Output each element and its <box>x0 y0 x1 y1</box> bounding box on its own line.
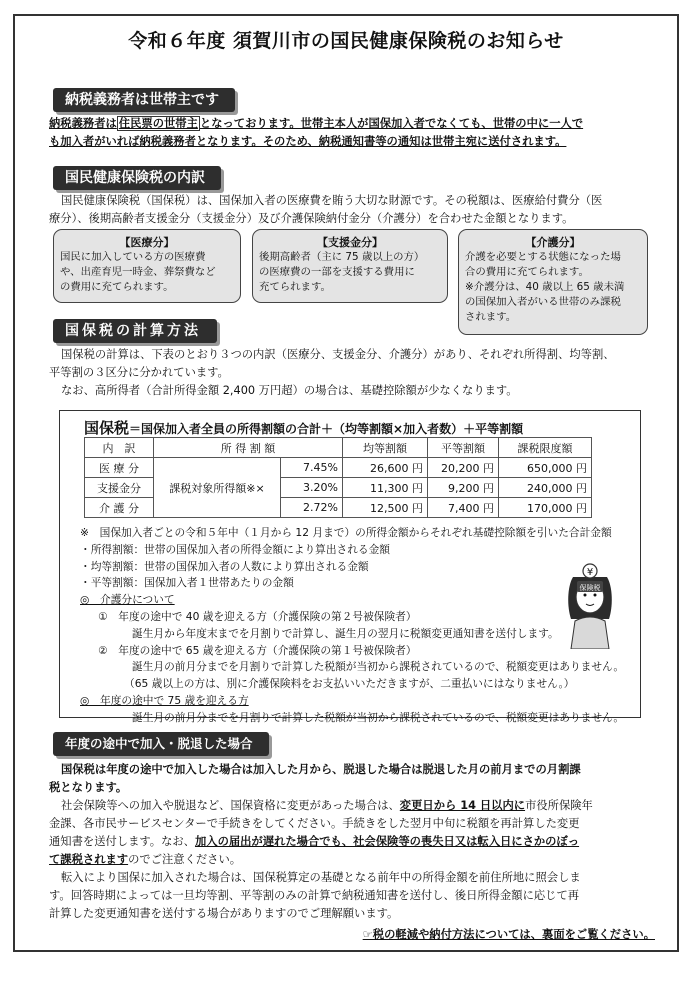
medical-box-line: や、出産育児一時金、葬祭費など <box>60 266 216 278</box>
income-rate: 2.72% <box>281 498 343 518</box>
care-item-detail: （65 歳以上の方は、別に介護保険料をお支払いいただきますが、二重払いにはなりません。） <box>124 677 575 691</box>
care-box-line: 合の費用に充てられます。 <box>465 266 589 278</box>
income-basis-label: 課税対象所得額※× <box>154 458 281 518</box>
tax-formula <box>84 417 523 438</box>
care-item: ① 年度の途中で 40 歳を迎える方（介護保険の第２号被保険者） <box>98 609 417 623</box>
midyear-text: のでご注意ください。 <box>128 853 242 866</box>
midyear-paragraph <box>49 761 661 923</box>
flat-amount: 9,200 円 <box>428 478 499 498</box>
care-portion-box <box>458 229 648 335</box>
midyear-line: 計算した変更通知書を送付する場合がありますのでご理解願います。 <box>49 907 399 920</box>
midyear-text: 市役所保険年 <box>525 799 593 812</box>
income-rate: 7.45% <box>281 458 343 478</box>
section-heading-taxpayer: 納税義務者は世帯主です <box>53 88 235 112</box>
calculation-line-1: 国保税の計算は、下表のとおり３つの内訳（医療分、支援金分、介護分）があり、それぞれ所得割、均等割、 <box>61 348 615 361</box>
midyear-line: 転入により国保に加入された場合は、国保税算定の基礎となる前年中の所得金額を前住所地に照会しま <box>61 871 581 884</box>
midyear-line <box>49 833 661 851</box>
midyear-line <box>49 797 661 815</box>
support-box-line: 充てられます。 <box>259 281 331 293</box>
flat-amount: 20,200 円 <box>428 458 499 478</box>
limit-amount: 170,000 円 <box>499 498 592 518</box>
midyear-line <box>49 851 661 869</box>
mascot-label: 保険税 <box>579 584 601 592</box>
flat-amount: 7,400 円 <box>428 498 499 518</box>
mascot-eye <box>594 594 597 597</box>
midyear-line: 金課、各市民サービスセンターで手続きをしてください。手続きをした翌月中旬に税額を再計算した変更 <box>49 817 580 830</box>
per-capita-amount: 26,600 円 <box>343 458 428 478</box>
care-box-line: されます。 <box>465 311 517 323</box>
per-capita-amount: 11,300 円 <box>343 478 428 498</box>
limit-amount: 240,000 円 <box>499 478 592 498</box>
row-name: 医 療 分 <box>85 458 154 478</box>
per-capita-amount: 12,500 円 <box>343 498 428 518</box>
note-line: ・平等割額：国保加入者１世帯あたりの金額 <box>80 576 294 590</box>
mascot-body <box>571 617 609 649</box>
care-box-line: 介護を必要とする状態になった場 <box>465 251 621 263</box>
taxpayer-text-c: となっております。世帯主本人が国保加入者でなくても、世帯の中に一人で <box>199 117 584 130</box>
table-header: 均等割額 <box>343 438 428 458</box>
see-back-notice: ☞税の軽減や納付方法については、裏面をご覧ください。 <box>362 928 655 941</box>
care-item-detail: 誕生月の前月分までを月割りで計算した税額が当初から課税されているので、税額変更はありません。 <box>132 660 625 674</box>
notes-block <box>80 525 624 727</box>
table-header: 内 訳 <box>85 438 154 458</box>
midyear-line: す。回答時期によっては一旦均等割、平等割のみの計算で納税通知書を送付し、後日所得金額に応じて再 <box>49 889 580 902</box>
row-name: 介 護 分 <box>85 498 154 518</box>
medical-portion-box <box>53 229 241 303</box>
breakdown-paragraph <box>49 192 661 228</box>
care-box-title: 【介護分】 <box>525 236 581 249</box>
medical-box-line: の費用に充てられます。 <box>60 281 174 293</box>
late-notice-highlight: て課税されます <box>49 853 129 866</box>
calculation-line-2: 平等割の３区分に分かれています。 <box>49 366 229 379</box>
table-header-row <box>85 438 592 458</box>
care-item: ② 年度の途中で 65 歳を迎える方（介護保険の第１号被保険者） <box>98 643 417 657</box>
late-notice-highlight: 加入の届出が遅れた場合でも、社会保険等の喪失日又は転入日にさかのぼっ <box>194 835 580 848</box>
medical-box-title: 【医療分】 <box>119 236 175 249</box>
formula-text: ＝国保加入者全員の所得割額の合計＋（均等割額×加入者数）＋平等割額 <box>129 422 524 436</box>
tax-rate-table <box>84 437 592 518</box>
deadline-highlight: 変更日から 14 日以内に <box>399 799 526 812</box>
mascot-illustration <box>555 563 625 649</box>
notice-page <box>13 14 679 952</box>
mascot-eye <box>584 594 587 597</box>
taxpayer-paragraph <box>49 115 659 151</box>
section-heading-midyear: 年度の途中で加入・脱退した場合 <box>53 732 269 756</box>
household-head-highlight: 住民票の世帯主 <box>118 117 198 130</box>
formula-label: 国保税 <box>84 419 130 437</box>
support-box-line: 後期高齢者（主に 75 歳以上の方） <box>259 251 425 263</box>
midyear-text: 通知書を送付します。なお、 <box>49 835 195 848</box>
section-heading-breakdown: 国民健康保険税の内訳 <box>53 166 221 190</box>
taxpayer-text-a: 納税義務者は <box>49 117 117 130</box>
taxpayer-text-d: も加入者がいれば納税義務者となります。そのため、納税通知書等の通知は世帯主宛に送付されます。 <box>49 135 567 148</box>
midyear-line: 国保税は年度の途中で加入した場合は加入した月から、脱退した場合は脱退した月の前月までの月割課 <box>61 763 581 776</box>
care-box-line: の国保加入者がいる世帯のみ課税 <box>465 296 621 308</box>
age75-subheading: ◎ 年度の途中で 75 歳を迎える方 <box>80 693 249 707</box>
note-line: ・所得割額：世帯の国保加入者の所得金額により算出される金額 <box>80 542 390 556</box>
yen-symbol: ¥ <box>586 567 594 578</box>
table-header: 所 得 割 額 <box>154 438 343 458</box>
support-box-title: 【支援金分】 <box>317 236 383 249</box>
row-name: 支援金分 <box>85 478 154 498</box>
age75-detail: 誕生月の前月分までを月割りで計算した税額が当初から課税されているので、税額変更はありません。 <box>132 710 625 724</box>
breakdown-line-1: 国民健康保険税（国保税）は、国保加入者の医療費を賄う大切な財源です。その税額は、医療給付費分（医 <box>61 194 603 207</box>
care-box-line: ※介護分は、40 歳以上 65 歳未満 <box>465 281 625 293</box>
note-line: ・均等割額：世帯の国保加入者の人数により算出される金額 <box>80 559 369 573</box>
table-row <box>85 458 592 478</box>
calculation-paragraph <box>49 346 661 400</box>
note-line: ※ 国保加入者ごとの令和５年中（１月から 12 月まで）の所得金額からそれぞれ基礎控除額を引いた合計金額 <box>80 526 612 539</box>
care-item-detail: 誕生月から年度末までを月割りで計算し、誕生月の翌月に税額変更通知書を送付します。 <box>132 626 559 640</box>
support-box-line: の医療費の一部を支援する費用に <box>259 266 415 278</box>
care-portion-subheading: ◎ 介護分について <box>80 593 175 607</box>
table-header: 課税限度額 <box>499 438 592 458</box>
section-heading-calculation: 国保税の計算方法 <box>53 319 217 343</box>
income-rate: 3.20% <box>281 478 343 498</box>
calculation-panel <box>59 410 641 724</box>
page-title: 令和６年度 須賀川市の国民健康保険税のお知らせ <box>128 30 564 52</box>
limit-amount: 650,000 円 <box>499 458 592 478</box>
breakdown-line-2: 療分）、後期高齢者支援金分（支援金分）及び介護保険納付金分（介護分）を合わせた金額となります。 <box>49 212 574 225</box>
midyear-text: 社会保険等への加入や脱退など、国保資格に変更があった場合は、 <box>61 799 400 812</box>
midyear-line: 税となります。 <box>49 781 128 794</box>
medical-box-line: 国民に加入している方の医療費 <box>60 251 206 263</box>
support-portion-box <box>252 229 448 303</box>
table-header: 平等割額 <box>428 438 499 458</box>
calculation-line-3: なお、高所得者（合計所得金額 2,400 万円超）の場合は、基礎控除額が少なくなります。 <box>61 384 518 397</box>
